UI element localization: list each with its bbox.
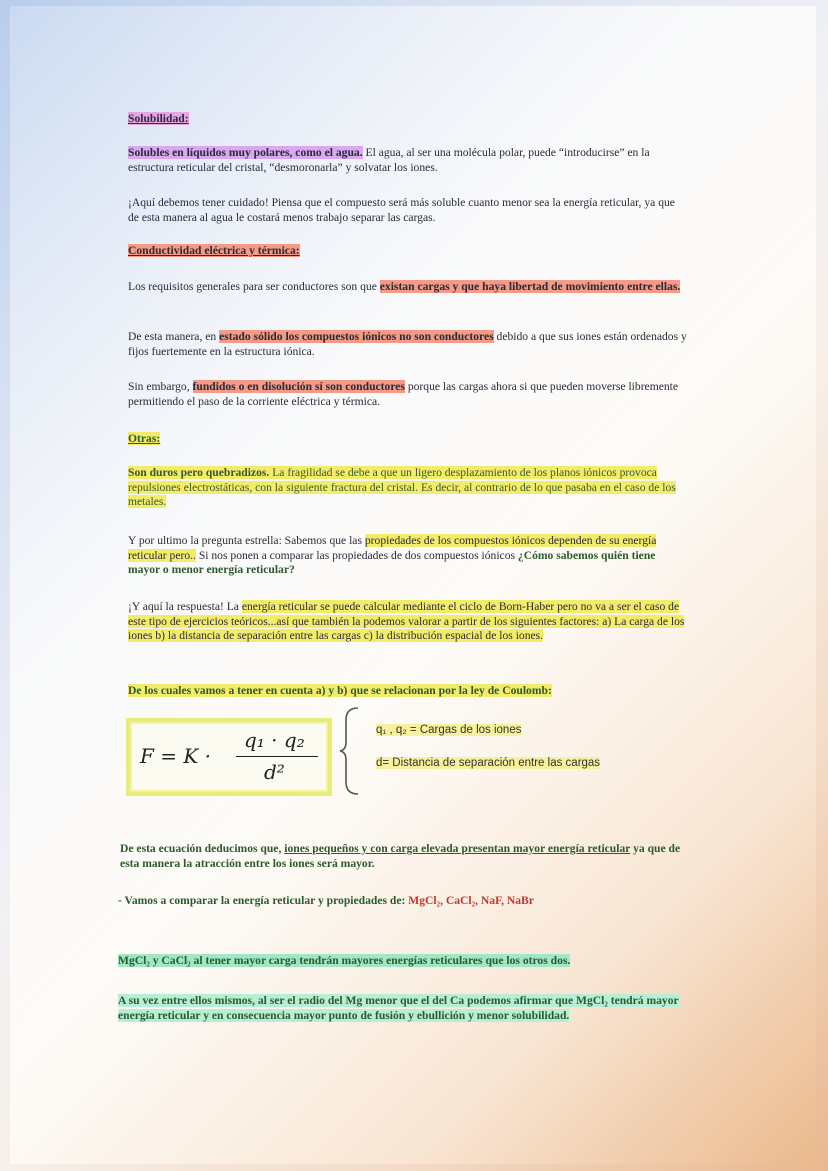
solubilidad-paragraph-1: Solubles en líquidos muy polares, como el agua. El agua, al ser una molécula polar, puede “introducirse” en la estructura reticular del cristal, “desmoronarla” y solvatar los iones. xyxy=(128,146,650,174)
conductividad-paragraph-1: Los requisitos generales para ser conductores son que existan cargas y que haya libertad de movimiento entre ellas. xyxy=(128,280,681,293)
conductividad-paragraph-3: Sin embargo, fundidos o en disolución sí son conductores porque las cargas ahora si que pueden moverse libremente permitiendo el paso de la corriente eléctrica y térmica. xyxy=(128,380,679,408)
conductividad-paragraph-2: De esta manera, en estado sólido los compuestos iónicos no son conductores debido a que sus iones están ordenados y fijos fuertemente en la estructura iónica. xyxy=(128,330,687,358)
conclusion-paragraph-3: MgCl₂ y CaCl₂ al tener mayor carga tendrán mayores energías reticulares que los otros dos. xyxy=(118,954,571,967)
otras-paragraph-2: Y por ultimo la pregunta estrella: Sabemos que las propiedades de los compuestos iónicos dependen de su energía reticular pero.. Si nos ponen a comparar las propiedades de dos compuestos iónicos ¿Cómo sabemos quién tiene mayor o menor energía reticular? xyxy=(128,534,657,576)
conclusion-paragraph-2: - Vamos a comparar la energía reticular y propiedades de: MgCl₂, CaCl₂, NaF, NaBr xyxy=(118,894,534,907)
coulomb-formula: F = K · q₁ · q₂ d² xyxy=(140,728,320,786)
legend-charges: q₁ , q₂ = Cargas de los iones xyxy=(376,724,522,736)
coulomb-formula-box xyxy=(126,718,332,796)
otras-paragraph-3: ¡Y aquí la respuesta! La energía reticular se puede calcular mediante el ciclo de Born-Haber pero no va a ser el caso de este tipo de ejercicios teóricos...así que también la podemos valorar a partir de los siguientes factores: a) La carga de los iones b) la distancia de separación entre las cargas c) la distribución espacial de los iones. xyxy=(128,600,685,642)
conclusion-paragraph-4: A su vez entre ellos mismos, al ser el radio del Mg menor que el del Ca podemos afirmar que MgCl₂ tendrá mayor energía reticular y en consecuencia mayor punto de fusión y ebullición y menor solubilidad. xyxy=(118,994,679,1022)
legend-distance: d= Distancia de separación entre las cargas xyxy=(376,757,601,769)
section-title-solubilidad: Solubilidad: xyxy=(128,112,189,125)
conclusion-paragraph-1: De esta ecuación deducimos que, iones pequeños y con carga elevada presentan mayor energía reticular ya que de esta manera la atracción entre los iones será mayor. xyxy=(120,842,681,870)
section-title-otras: Otras: xyxy=(128,432,161,445)
otras-paragraph-1: Son duros pero quebradizos. La fragilidad se debe a que un ligero desplazamiento de los planos iónicos provoca repulsiones electrostáticas, con la siguiente fractura del cristal. Es decir, al contrario de lo que pasaba en el caso de los metales. xyxy=(128,466,676,508)
otras-paragraph-4: De los cuales vamos a tener en cuenta a) y b) que se relacionan por la ley de Coulomb: xyxy=(128,684,552,697)
section-title-conductividad: Conductividad eléctrica y térmica: xyxy=(128,244,300,257)
document-page xyxy=(10,6,816,1164)
curly-brace-icon xyxy=(338,706,362,796)
fraction-bar xyxy=(236,756,318,757)
solubilidad-paragraph-2: ¡Aquí debemos tener cuidado! Piensa que el compuesto será más soluble cuanto menor sea la energía reticular, ya que de esta manera al agua le costará menos trabajo separar las cargas. xyxy=(128,196,675,224)
